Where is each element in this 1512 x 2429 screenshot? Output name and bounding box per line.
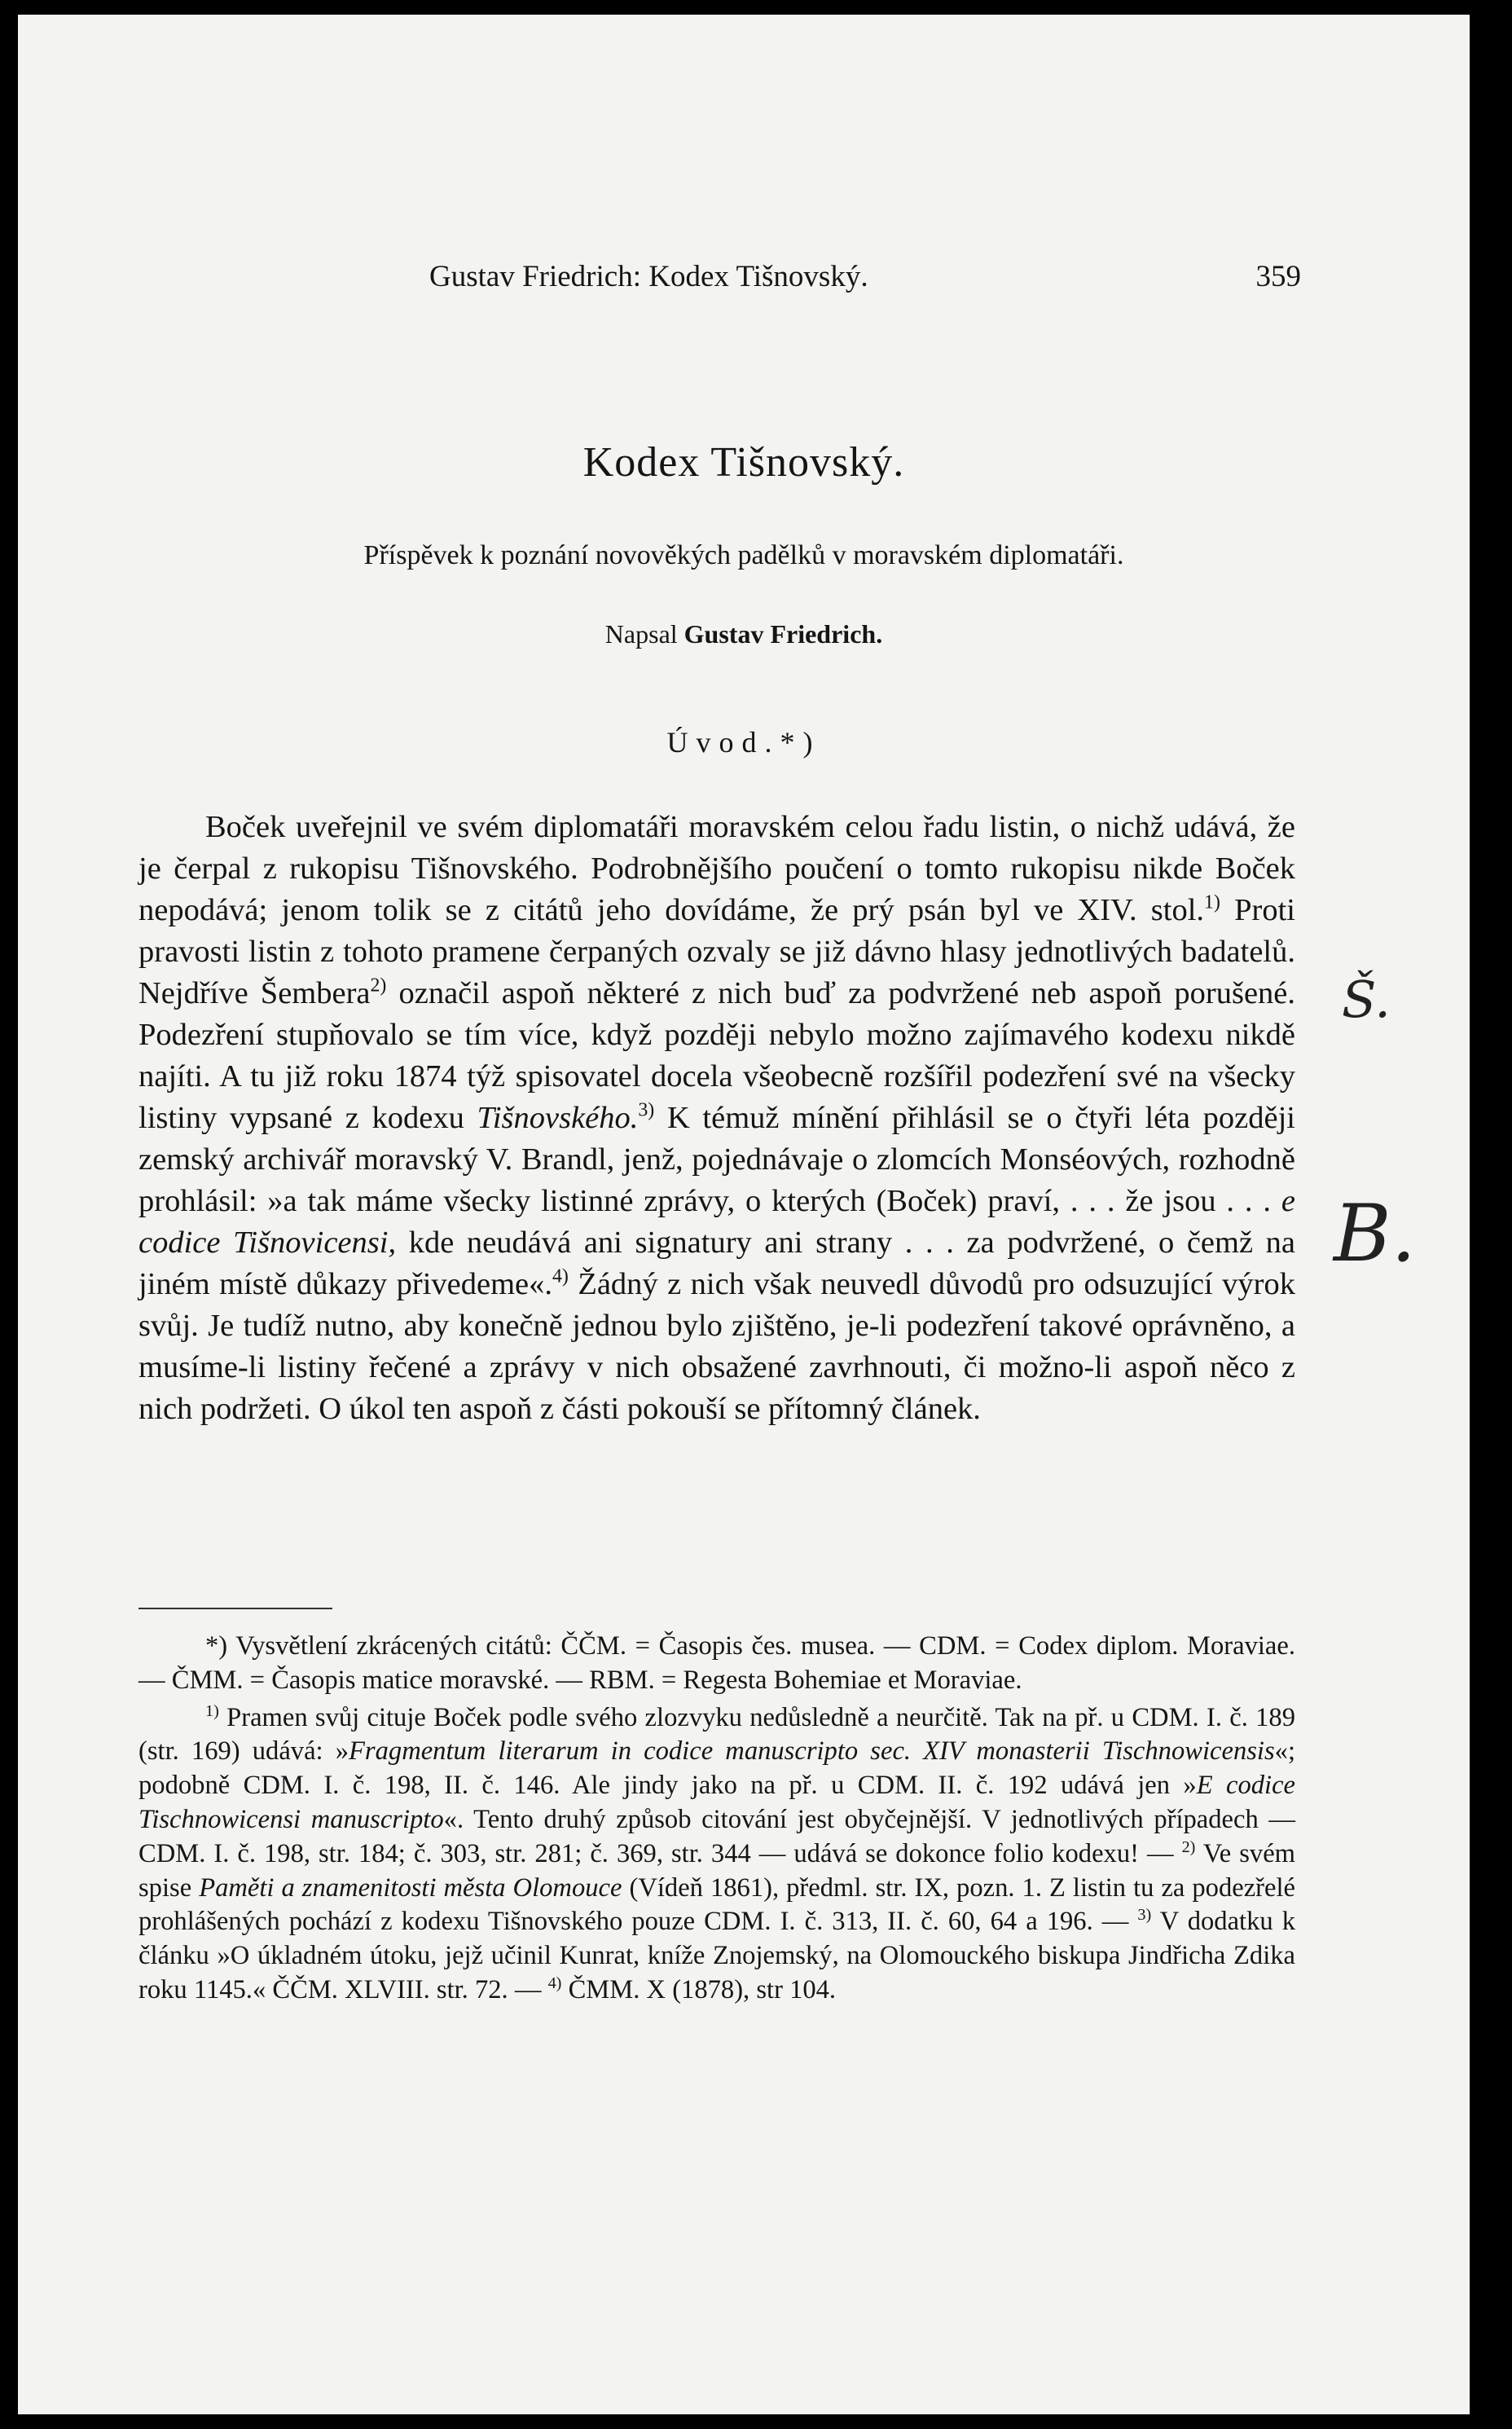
handwritten-margin-note: B. bbox=[1334, 1188, 1417, 1279]
footnote-text: V dodatku k článku »O úkladném útoku, jejž učinil Kunrat, kníže Znojemský, na Olomouckého biskupa Jindřicha Zdika roku 1145.« ČČM. XLVIII. str. 72. — bbox=[138, 1907, 1295, 2004]
footnote-text: «. Tento druhý způsob citování jest obyčejnější. V jednotlivých případech — CDM. I. č. 198, str. 184; č. 303, str. 281; č. 369, str. 344 — udává se dokonce folio kodexu! — bbox=[138, 1804, 1296, 1868]
page-sheet bbox=[18, 15, 1470, 2414]
author-name: Gustav Friedrich. bbox=[683, 619, 883, 649]
footnote-divider bbox=[138, 1608, 332, 1609]
body-text-italic: Tišnovského. bbox=[477, 1101, 639, 1135]
body-text-run: Proti pravosti listin z tohoto pramene čerpaných ozvaly se již dávno hlasy jednotlivých badatelů. Nejdříve Šembera bbox=[138, 893, 1296, 1010]
footnote-text: Pramen svůj cituje Boček podle svého zlozvyku nedůsledně a neurčitě. Tak na př. u CDM. I. č. 189 (str. 169) udává: » bbox=[138, 1702, 1295, 1767]
running-title: Gustav Friedrich: Kodex Tišnovský. bbox=[429, 260, 868, 293]
footnote-italic: Paměti a znamenitosti města Olomouce bbox=[199, 1872, 622, 1903]
footnotes bbox=[138, 1630, 1295, 2008]
handwritten-margin-note: Š. bbox=[1342, 970, 1391, 1029]
footnote-italic: E codice Tischnowicensi manuscripto bbox=[138, 1771, 1295, 1834]
article-title: Kodex Tišnovský. bbox=[582, 439, 905, 486]
footnote-abbreviations: *) Vysvětlení zkrácených citátů: ČČM. = Časopis čes. musea. — CDM. = Codex diplom. Moraviae. — ČMM. = Časopis matice moravské. — RBM. = Regesta Bohemiae et Moraviae. bbox=[138, 1631, 1295, 1695]
footnote-text: «; podobně CDM. I. č. 198, II. č. 146. Ale jindy jako na př. u CDM. II. č. 192 udává jen » bbox=[138, 1736, 1295, 1801]
body-text-italic: e codice Tišnovicensi, bbox=[138, 1184, 1296, 1260]
page-number: 359 bbox=[1255, 260, 1301, 293]
byline-prefix: Napsal bbox=[604, 619, 678, 649]
body-text-run: K témuž mínění přihlásil se o čtyři léta později zemský archivář moravský V. Brandl, jenž, pojednávaje o zlomcích Monséových, rozhodně prohlásil: »a tak máme všecky listinné zprávy, o kterých (Boček) praví, . . . že jsou . . . bbox=[138, 1101, 1296, 1218]
footnote-ref: 3) bbox=[638, 1099, 655, 1121]
body-paragraph bbox=[138, 807, 1295, 1430]
footnote-text: Ve svém spise bbox=[138, 1838, 1295, 1903]
body-text-run: označil aspoň některé z nich buď za podvržené neb aspoň porušené. Podezření stupňovalo se tím více, když později nebylo možno zajímavého kodexu nikdě najíti. A tu již roku 1874 týž spisovatel docela všeobecně rozšířil podezření své na všecky listiny vypsané z kodexu bbox=[138, 976, 1295, 1135]
footnote-ref: 1) bbox=[1204, 891, 1220, 913]
footnote-text: (Vídeň 1861), předml. str. IX, pozn. 1. Z listin tu za podezřelé prohlášených pochází z kodexu Tišnovského pouze CDM. I. č. 313, II. č. 60, 64 a 196. — bbox=[138, 1872, 1296, 1937]
body-text-run: kde neudává ani signatury ani strany . . . za podvržené, o čemž na jiném místě důkazy přivedeme«. bbox=[138, 1226, 1296, 1301]
footnote-italic: Fragmentum literarum in codice manuscripto sec. XIV monasterii Tischnowicensis bbox=[349, 1736, 1275, 1767]
footnote-mark: 4) bbox=[547, 1974, 562, 1992]
body-text bbox=[138, 807, 1295, 1430]
footnote-ref: 4) bbox=[552, 1265, 569, 1287]
footnote-mark: 1) bbox=[205, 1701, 219, 1720]
footnote-mark: 2) bbox=[1181, 1837, 1196, 1856]
body-text-run: Žádný z nich však neuvedl důvodů pro odsuzující výrok svůj. Je tudíž nutno, aby konečně jednou bylo zjištěno, je-li podezření takové oprávněno, a musíme-li listiny řečené a zprávy v nich obsažené zavrhnouti, či možno-li aspoň něco z nich podržeti. O úkol ten aspoň z části pokouší se přítomný článek. bbox=[138, 1267, 1296, 1426]
footnote-text: ČMM. X (1878), str 104. bbox=[568, 1974, 837, 2004]
running-header bbox=[429, 259, 1301, 300]
footnote-ref: 2) bbox=[370, 975, 387, 997]
byline bbox=[18, 619, 1470, 649]
body-text-run: Boček uveřejnil ve svém diplomatáři moravském celou řadu listin, o nichž udává, že je čerpal z rukopisu Tišnovského. Podrobnějšího poučení o tomto rukopisu nikde Boček nepodává; jenom tolik se z citátů jeho dovídáme, že prý psán byl ve XIV. stol. bbox=[138, 810, 1295, 927]
footnote-1 bbox=[138, 1701, 1295, 2008]
section-heading: Úvod.*) bbox=[666, 726, 821, 759]
article-subtitle: Příspěvek k poznání novověkých padělků v moravském diplomatáři. bbox=[363, 540, 1124, 570]
footnote-mark: 3) bbox=[1137, 1906, 1152, 1925]
